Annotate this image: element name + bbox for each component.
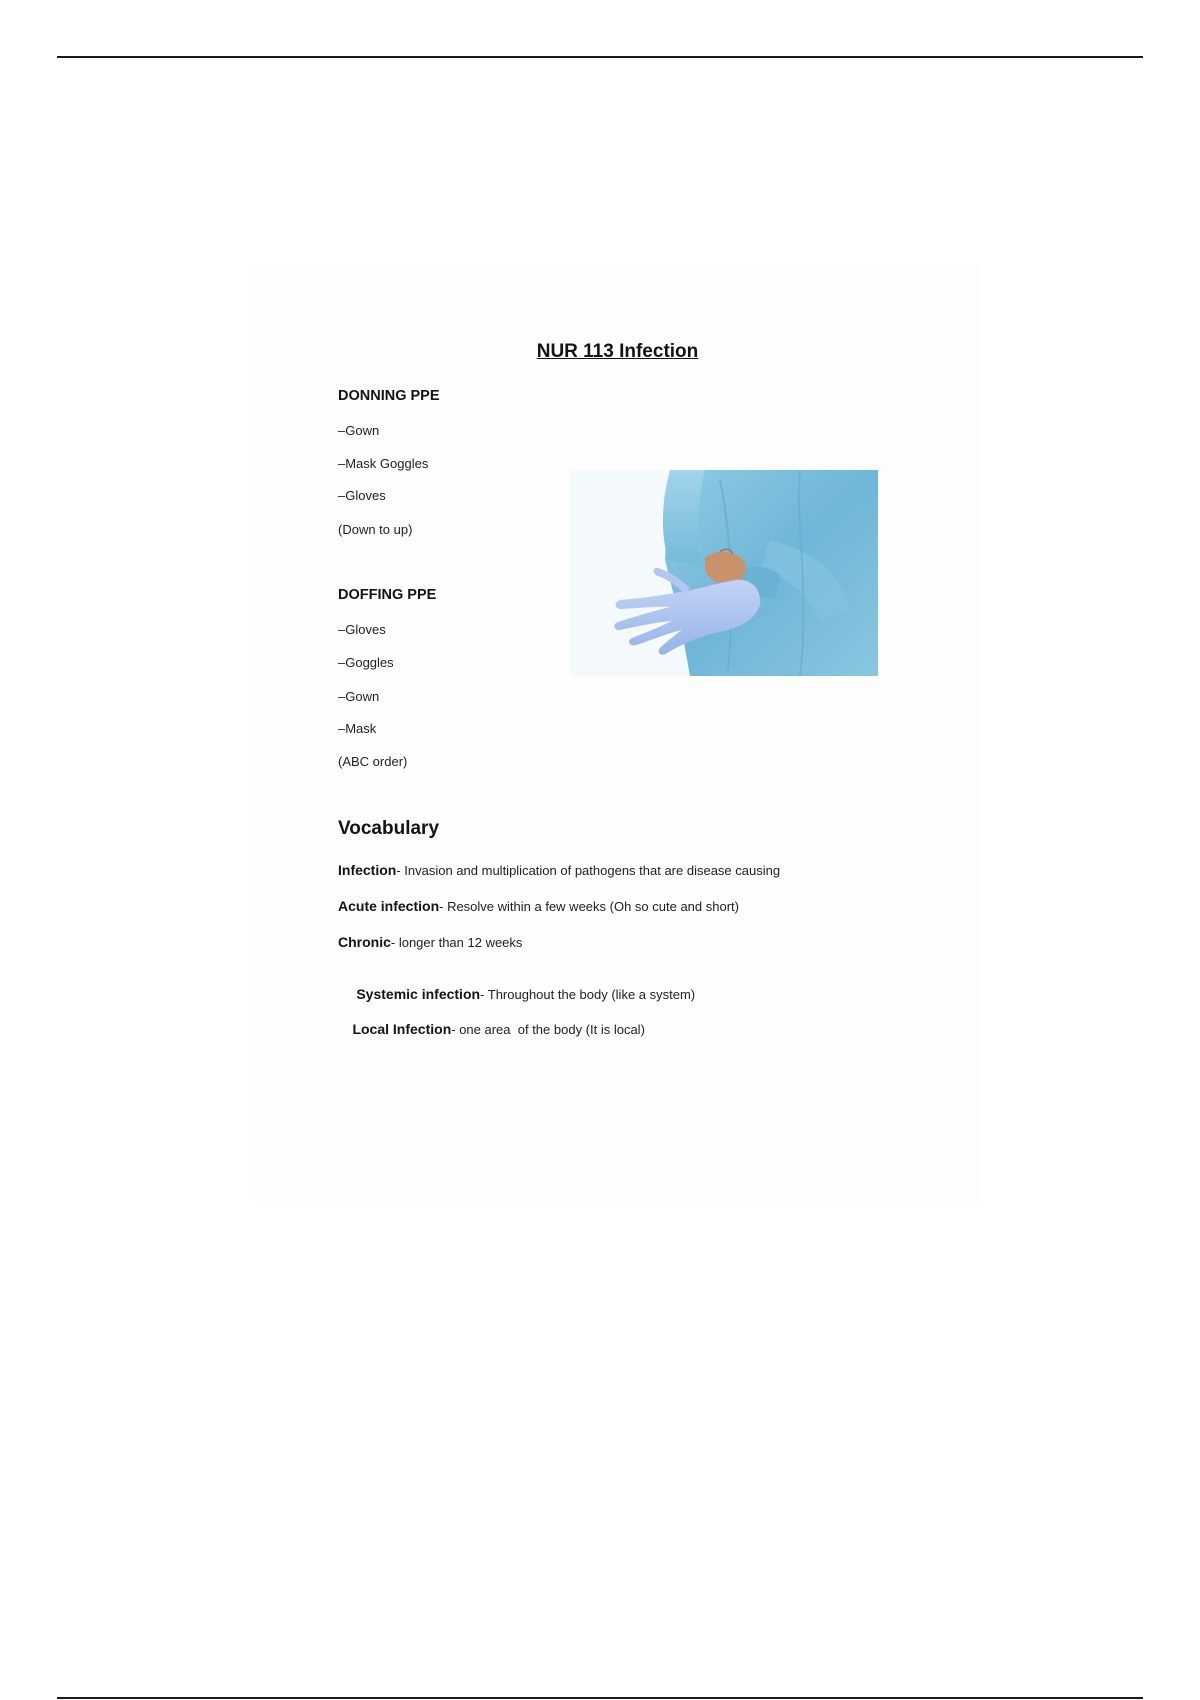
donning-item: –Gloves [338,488,386,503]
vocab-entry [338,862,780,878]
footer-rule [57,1697,1143,1699]
doffing-item: –Mask [338,721,377,736]
page-title: NUR 113 Infection [536,341,699,362]
header-rule [57,56,1143,58]
doffing-order-note: (ABC order) [338,754,408,769]
doffing-heading: DOFFING PPE [338,587,437,603]
vocab-definition: - Throughout the body (like a system) [480,987,696,1002]
donning-order-note: (Down to up) [338,522,413,537]
vocab-term: Local Infection [352,1021,452,1037]
vocab-term: Chronic [338,934,391,950]
vocabulary-heading: Vocabulary [338,818,440,839]
vocab-definition: - longer than 12 weeks [390,935,523,950]
doffing-item: –Goggles [338,655,394,670]
donning-item: –Gown [338,423,380,438]
donning-heading: DONNING PPE [338,388,440,404]
vocab-definition: - one area of the body (It is local) [451,1022,645,1037]
vocab-entry [338,1006,645,1052]
vocab-term: Infection [338,862,397,878]
donning-item: –Mask Goggles [338,456,429,471]
vocab-definition: - Invasion and multiplication of pathogens that are disease causing [396,863,781,878]
doffing-item: –Gloves [338,622,386,637]
vocab-definition: - Resolve within a few weeks (Oh so cute and short) [439,899,739,914]
embedded-note-page [255,265,980,1205]
vocab-term: Acute infection [338,898,440,914]
vocab-entry [338,934,522,950]
vocab-entry [338,898,739,914]
vocab-term: Systemic infection [352,986,481,1002]
gloved-hands-photo-icon [570,470,878,676]
doffing-item: –Gown [338,689,380,704]
